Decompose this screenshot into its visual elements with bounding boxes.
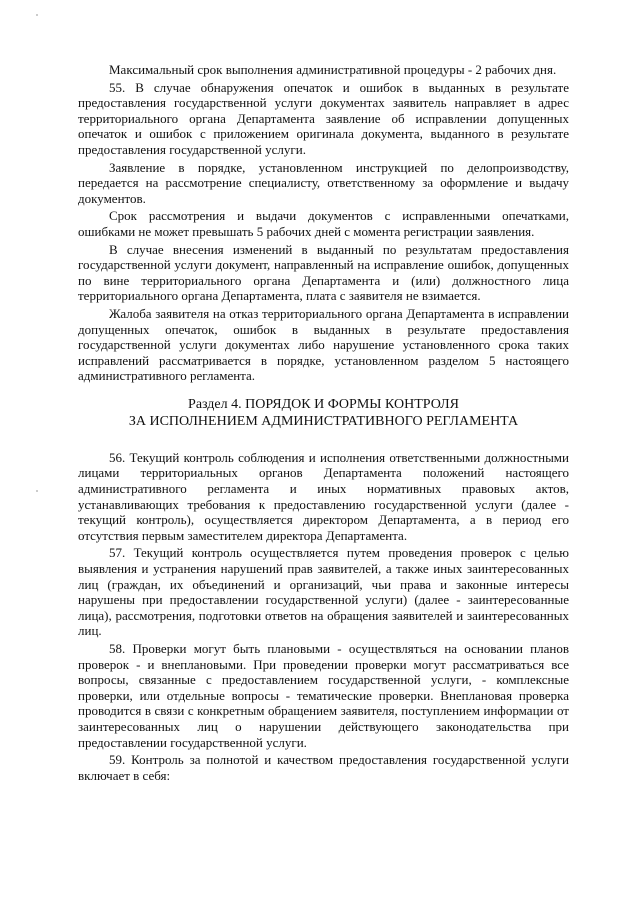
- paragraph: Срок рассмотрения и выдачи документов с исправленными опечатками, ошибками не может превышать 5 рабочих дней с момента регистрации заявления.: [78, 208, 569, 239]
- paragraph: 58. Проверки могут быть плановыми - осуществляться на основании планов проверок - и внеплановыми. При проведении проверки могут рассматриваться все вопросы, связанные с предоставлением государственной услуги, - комплексные проверки, или отдельные вопросы - тематические проверки. Внеплановая проверка проводится в связи с конкретным обращением заявителя, поступлением информации от заинтересованных лиц о нарушении действующего законодательства при предоставлении государственной услуги.: [78, 641, 569, 750]
- paragraph: Максимальный срок выполнения административной процедуры - 2 рабочих дня.: [109, 62, 557, 77]
- scan-mark: [36, 14, 38, 16]
- paragraph: 59. Контроль за полнотой и качеством предоставления государственной услуги включает в себя:: [78, 752, 569, 783]
- paragraph: Заявление в порядке, установленном инструкцией по делопроизводству, передается на рассмотрение специалисту, ответственному за оформление и выдачу документов.: [78, 159, 569, 206]
- paragraph: Жалоба заявителя на отказ территориального органа Департамента в исправлении допущенных опечаток, ошибок в выданных в результате предоставления государственной услуги документах либо нарушение установленного срока таких исправлений рассматривается в порядке, установленном разделом 5 настоящего административного регламента.: [78, 305, 569, 384]
- section-spacer: [78, 430, 569, 450]
- document-page: [78, 62, 569, 783]
- section-heading-line1: Раздел 4. ПОРЯДОК И ФОРМЫ КОНТРОЛЯ: [188, 396, 459, 412]
- paragraph: В случае внесения изменений в выданный по результатам предоставления государственной услуги документ, направленный на исправление ошибок, допущенных по вине территориального органа Департамента и (или) должностного лица территориального органа Департамента, плата с заявителя не взимается.: [78, 241, 569, 304]
- paragraph: 56. Текущий контроль соблюдения и исполнения ответственными должностными лицами территориальных органов Департамента положений настоящего административного регламента и иных нормативных правовых актов, устанавливающих требования к предоставлению государственной услуги (далее - текущий контроль), осуществляется директором Департамента, а в период его отсутствия первым заместителем директора Департамента.: [78, 449, 569, 543]
- paragraph: 55. В случае обнаружения опечаток и ошибок в выданных в результате предоставления государственной услуги документах заявитель направляет в адрес территориального органа Департамента заявление об исправлении допущенных опечаток и ошибок с приложением оригинала документа, выданного в результате предоставления государственной услуги.: [78, 79, 569, 157]
- section-heading-line2: ЗА ИСПОЛНЕНИЕМ АДМИНИСТРАТИВНОГО РЕГЛАМЕНТА: [128, 413, 519, 429]
- scan-mark: [36, 490, 38, 492]
- paragraph: 57. Текущий контроль осуществляется путем проведения проверок с целью выявления и устранения нарушений прав заявителей, а также иных заинтересованных лиц (граждан, их объединений и организаций, чьи права и законные интересы нарушены при предоставлении государственной услуги) (далее - заинтересованные лица), рассмотрения, подготовки ответов на обращения заявителей и заинтересованных лиц.: [78, 545, 569, 639]
